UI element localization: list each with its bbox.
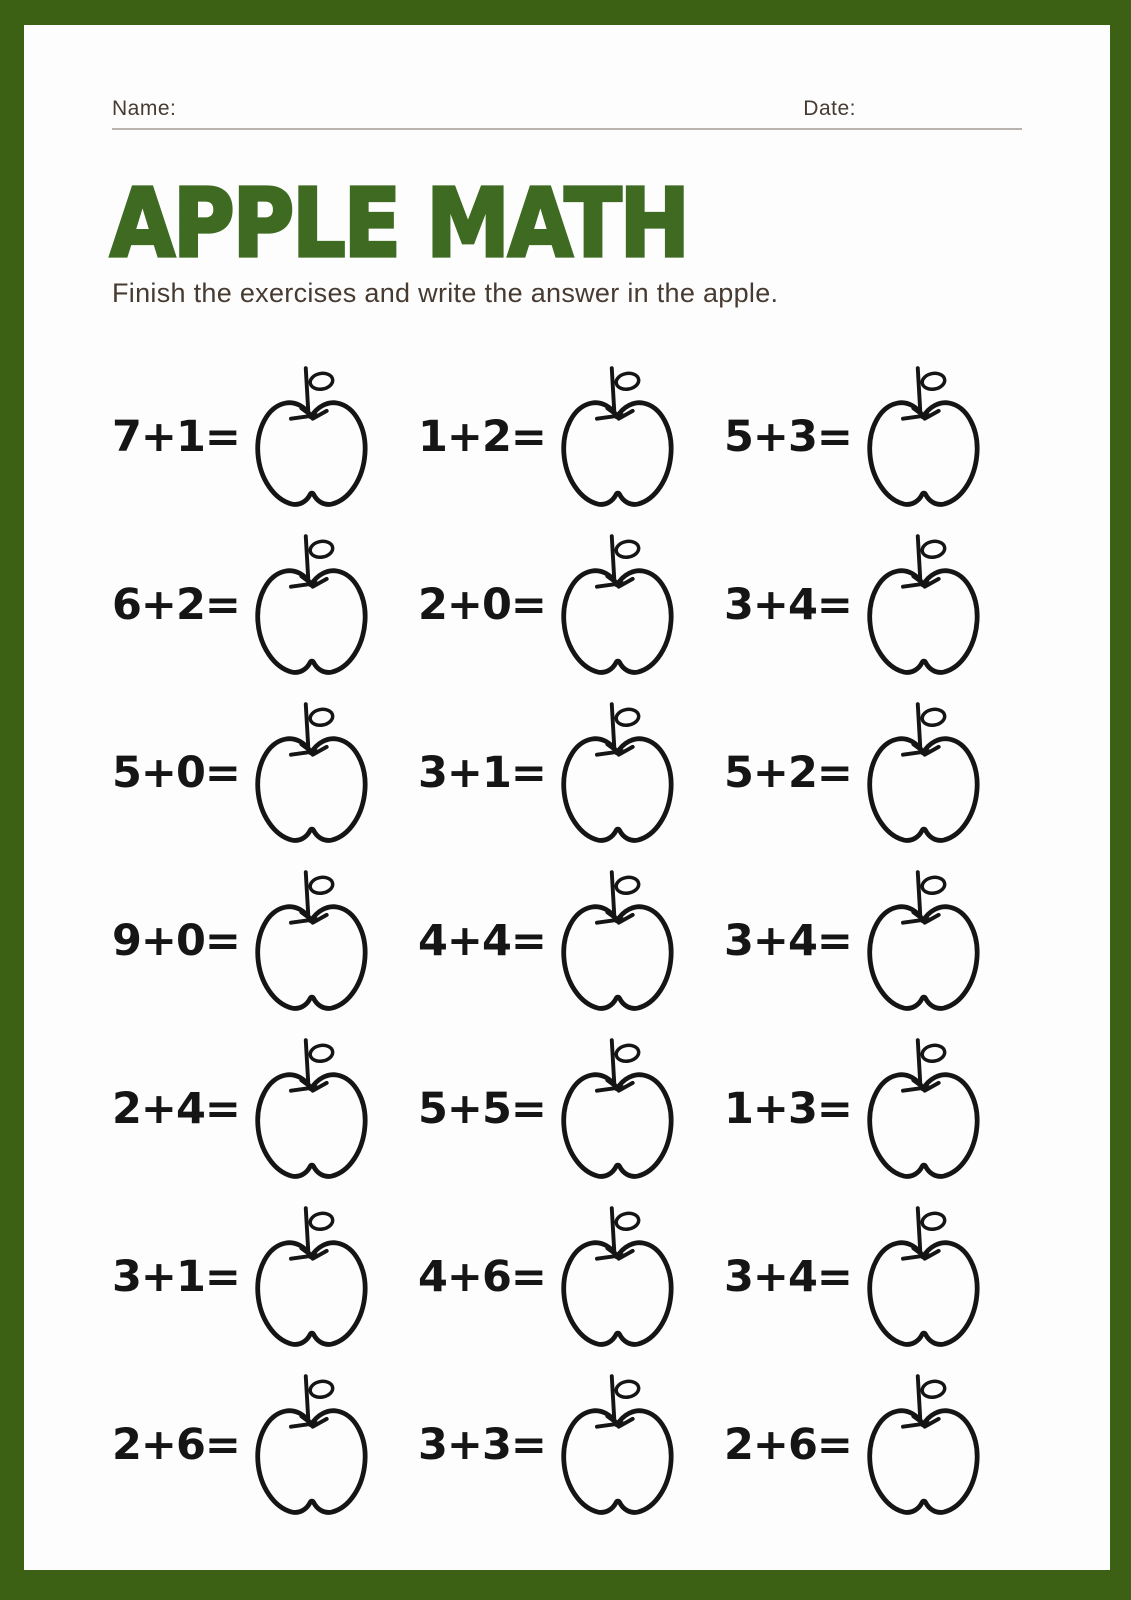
apple-answer-area[interactable]: [556, 867, 678, 1015]
exercise-label: 1+2=: [418, 412, 546, 462]
exercise-cell: [418, 1371, 724, 1519]
apple-answer-area[interactable]: [250, 531, 372, 679]
apple-answer-area[interactable]: [556, 699, 678, 847]
exercise-label: 6+2=: [112, 580, 240, 630]
apple-answer-area[interactable]: [556, 1035, 678, 1183]
exercise-cell: [724, 531, 1030, 679]
exercise-label: 2+6=: [112, 1420, 240, 1470]
page-title: APPLE MATH: [110, 168, 688, 279]
exercise-label: 5+3=: [724, 412, 852, 462]
apple-answer-area[interactable]: [862, 1035, 984, 1183]
apple-answer-area[interactable]: [250, 867, 372, 1015]
exercise-cell: [724, 363, 1030, 511]
exercise-cell: [112, 699, 418, 847]
apple-answer-area[interactable]: [862, 699, 984, 847]
exercise-cell: [418, 363, 724, 511]
exercise-label: 2+6=: [724, 1420, 852, 1470]
apple-answer-area[interactable]: [250, 1035, 372, 1183]
exercise-label: 3+1=: [112, 1252, 240, 1302]
exercise-label: 5+5=: [418, 1084, 546, 1134]
exercise-label: 3+1=: [418, 748, 546, 798]
name-input-line[interactable]: [182, 104, 702, 130]
apple-answer-area[interactable]: [862, 363, 984, 511]
apple-answer-area[interactable]: [250, 1371, 372, 1519]
exercise-cell: [112, 1203, 418, 1351]
exercise-cell: [724, 1371, 1030, 1519]
exercise-cell: [418, 531, 724, 679]
exercise-cell: [112, 867, 418, 1015]
exercise-label: 1+3=: [724, 1084, 852, 1134]
apple-answer-area[interactable]: [250, 1203, 372, 1351]
exercise-label: 4+4=: [418, 916, 546, 966]
exercise-cell: [418, 699, 724, 847]
exercise-cell: [112, 531, 418, 679]
exercise-cell: [418, 1203, 724, 1351]
exercise-label: 5+2=: [724, 748, 852, 798]
exercise-cell: [418, 1035, 724, 1183]
apple-answer-area[interactable]: [556, 531, 678, 679]
apple-answer-area[interactable]: [862, 531, 984, 679]
exercise-cell: [724, 867, 1030, 1015]
worksheet-page: [24, 25, 1110, 1570]
apple-answer-area[interactable]: [250, 363, 372, 511]
exercise-cell: [112, 1371, 418, 1519]
exercise-label: 3+3=: [418, 1420, 546, 1470]
exercise-label: 9+0=: [112, 916, 240, 966]
exercise-cell: [418, 867, 724, 1015]
exercise-grid: [112, 353, 1030, 1529]
apple-answer-area[interactable]: [862, 1203, 984, 1351]
exercise-label: 7+1=: [112, 412, 240, 462]
exercise-cell: [724, 699, 1030, 847]
apple-answer-area[interactable]: [862, 867, 984, 1015]
apple-answer-area[interactable]: [556, 1371, 678, 1519]
title-block: [110, 168, 1110, 279]
exercise-label: 5+0=: [112, 748, 240, 798]
apple-answer-area[interactable]: [250, 699, 372, 847]
exercise-label: 3+4=: [724, 1252, 852, 1302]
exercise-label: 3+4=: [724, 580, 852, 630]
exercise-cell: [112, 1035, 418, 1183]
exercise-label: 3+4=: [724, 916, 852, 966]
exercise-cell: [112, 363, 418, 511]
apple-answer-area[interactable]: [556, 363, 678, 511]
exercise-label: 2+4=: [112, 1084, 240, 1134]
instructions: Finish the exercises and write the answer in the apple.: [112, 278, 779, 308]
exercise-cell: [724, 1035, 1030, 1183]
exercise-label: 4+6=: [418, 1252, 546, 1302]
apple-answer-area[interactable]: [862, 1371, 984, 1519]
exercise-cell: [724, 1203, 1030, 1351]
date-label: Date:: [803, 97, 856, 120]
apple-answer-area[interactable]: [556, 1203, 678, 1351]
name-label: Name:: [112, 97, 177, 120]
header: [112, 97, 1022, 130]
date-input-line[interactable]: [862, 104, 1022, 130]
exercise-label: 2+0=: [418, 580, 546, 630]
